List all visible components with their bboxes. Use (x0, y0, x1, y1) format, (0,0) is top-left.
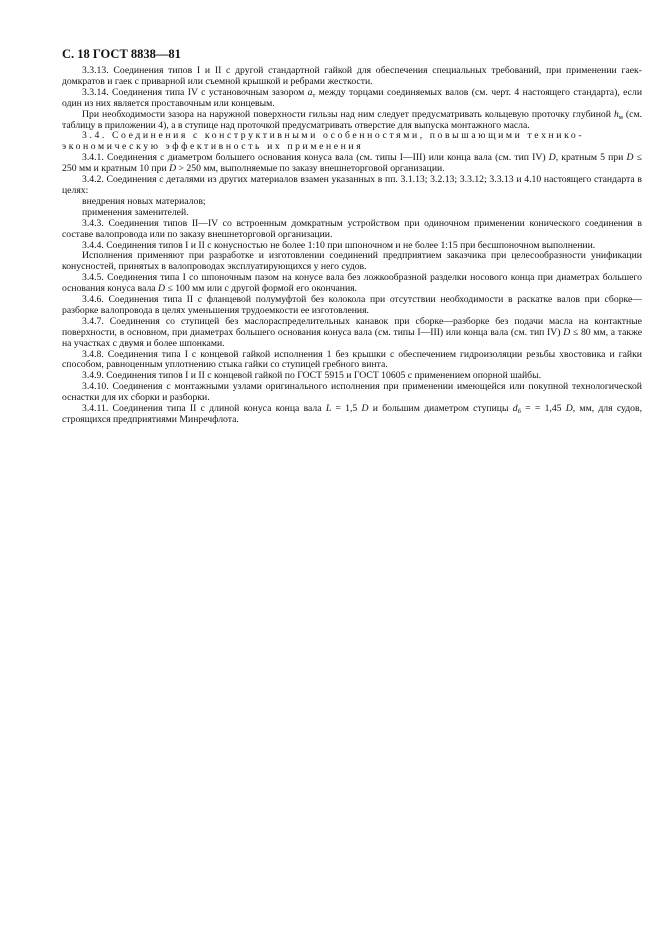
text-run: = = 1,45 (520, 403, 566, 415)
math-variable: L (325, 403, 332, 415)
text-run: 3.4.2. Соединения с деталями из других материалов взамен указанных в пп. 3.1.13; 3.2.13; 3.3.12; 3.3.13 и 4.10 настоящего стандарта в целях: (62, 174, 642, 196)
text-run: 3.4.11. Соединения типа II с длиной конуса конца вала (82, 403, 326, 415)
text-run: При необходимости зазора на наружной поверхности гильзы над ним следует предусматривать кольцевую проточку глубиной (82, 108, 614, 120)
math-variable: d (512, 403, 518, 415)
text-run: , кратным 5 при (555, 152, 627, 164)
paragraph (62, 350, 642, 372)
math-variable: D (158, 283, 166, 295)
math-variable: D (548, 152, 556, 164)
text-run: 3.4.10. Соединения с монтажными узлами оригинального исполнения при применении имеющейся или покупной технологической оснастки для их сборки и разборки. (62, 381, 642, 404)
paragraph (62, 66, 642, 88)
math-variable: D (565, 403, 573, 415)
math-variable: D (169, 163, 177, 175)
math-variable: D (626, 152, 634, 164)
text-run: 3.4.8. Соединения типа I с концевой гайкой исполнения 1 без крышки с обеспечением гидроизоляции резьбы хвостовика и гайки способом, равноценным уплотнению стыка гайки со ступицей гребного винта. (62, 348, 642, 371)
text-run: 3.4.4. Соединения типов I и II с конусностью не более 1:10 при шпоночном и не более 1:15 при бесшпоночном выполнении. (82, 239, 596, 251)
text-run: 3.3.14. Соединения типа IV с установочным зазором (82, 86, 308, 98)
text-run: 3.4.7. Соединения со ступицей без маслораспределительных канавок при сборке—разборке без подачи масла на контактные поверхности, в основном, при диаметрах большего основания конуса вала (см. типы I—III) или конца вала (см. тип IV) (62, 315, 642, 338)
text-run: 3.4.9. Соединения типов I и II с концевой гайкой по ГОСТ 5915 и ГОСТ 10605 с применением опорной шайбы. (82, 370, 542, 382)
section-heading (62, 131, 642, 153)
subscript: т (312, 91, 316, 99)
paragraph (62, 88, 642, 110)
text-run: 3.3.13. Соединения типов I и II с другой стандартной гайкой для обеспечения специальных требований, при применении гаек-домкратов и гаек с приварной или съемной крышкой и ребрами жесткости. (62, 65, 642, 87)
paragraph (62, 295, 642, 317)
math-variable: h (613, 108, 619, 120)
paragraph (62, 273, 642, 295)
paragraph (62, 219, 642, 241)
math-variable: D (361, 403, 369, 415)
text-run: 3.4.5. Соединения типа I со шпоночным пазом на конусе вала без ложкообразной разделки носового конца при диаметрах большего основания конуса вала (62, 272, 642, 295)
text-run: 3.4. Соединения с конструктивными особенностями, повышающими технико-экономическую эффективность их применения (62, 130, 585, 153)
text-run: и большим диаметром ступицы (368, 403, 513, 415)
text-run: Исполнения применяют при разработке и изготовлении соединений предприятием заказчика при целесообразности унификации конусностей, принятых в валопроводах эксплуатирующихся у него судов. (62, 250, 642, 273)
subscript: б (517, 408, 521, 416)
text-run: ≤ 80 мм, а также на участках с двумя и более шпонками. (62, 326, 642, 349)
paragraph (62, 404, 642, 426)
text-run: 3.4.3. Соединения типов II—IV со встроенным домкратным устройством при одиночном применении конического соединения в составе валопровода или по заказу внешнеторговой организации. (62, 217, 642, 240)
text-run: = 1,5 (331, 403, 362, 415)
subscript: м (618, 113, 623, 121)
paragraph (62, 175, 642, 197)
text-run: внедрения новых материалов; (82, 195, 206, 207)
math-variable: D (563, 326, 571, 338)
text-run: (см. таблицу в приложении 4), а в ступице над проточкой предусматривать отверстие для выпуска монтажного масла. (62, 108, 642, 131)
paragraph (62, 317, 642, 350)
text-run: > 250 мм, выполняемые по заказу внешнеторговой организации. (176, 163, 445, 175)
document-body (62, 66, 642, 426)
text-run: 3.4.6. Соединения типа II с фланцевой полумуфтой без колокола при отсутствии необходимости в раскатке валов при сборке—разборке валопровода в целях уменьшения трудоемкости ее изготовления. (62, 294, 642, 316)
text-run: ≤ 100 мм или с другой формой его окончания. (165, 283, 358, 295)
text-run: применения заменителей. (82, 206, 189, 218)
text-run: 3.4.1. Соединения с диаметром большего основания конуса вала (см. типы I—III) или конца вала (см. тип IV) (82, 152, 549, 164)
paragraph (62, 251, 642, 273)
paragraph (62, 110, 642, 132)
text-run: ≤ 250 мм и кратным 10 при (62, 152, 642, 175)
page-header: С. 18 ГОСТ 8838—81 (62, 47, 181, 61)
math-variable: a (307, 86, 313, 98)
paragraph (62, 153, 642, 175)
text-run: , мм, для судов, строящихся предприятиями Минречфлота. (62, 403, 642, 425)
text-run: между торцами соединяемых валов (см. черт. 4 настоящего стандарта), если один из них является проставочным или концевым. (62, 86, 643, 109)
paragraph (62, 382, 642, 404)
